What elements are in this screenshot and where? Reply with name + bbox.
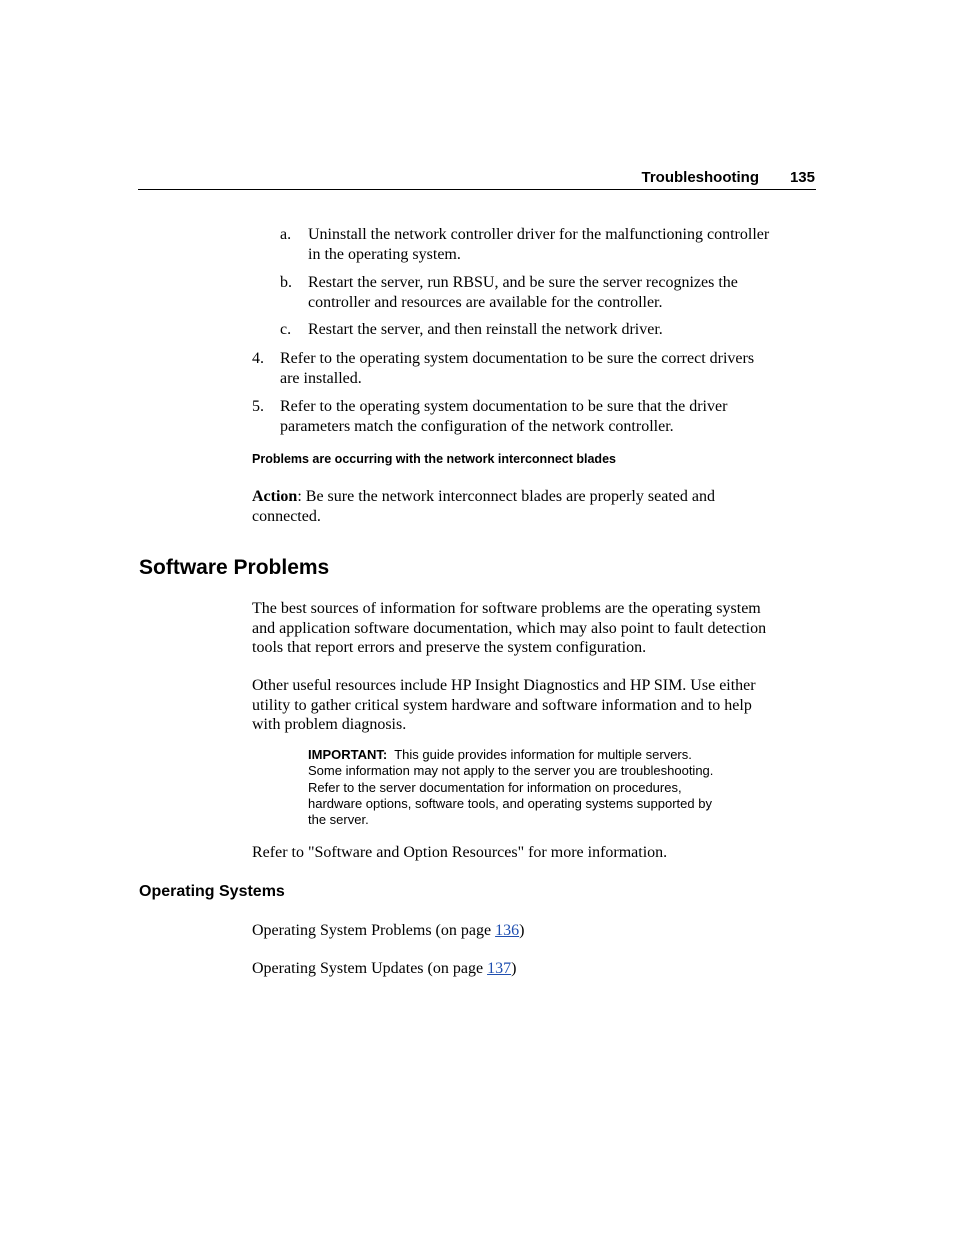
refer-paragraph: Refer to "Software and Option Resources" for more information.	[252, 844, 668, 861]
step-line: Refer to the operating system documentation to be sure the correct drivers	[280, 350, 755, 367]
paragraph-sources	[252, 599, 812, 658]
page-link-136[interactable]: 136	[495, 922, 520, 939]
header-section-name: Troubleshooting	[641, 169, 759, 186]
important-note	[308, 747, 768, 828]
substep-marker: a.	[280, 226, 292, 243]
page-header	[138, 168, 816, 190]
paragraph-resources	[252, 676, 812, 735]
step-4	[252, 349, 822, 389]
substep-line: controller and resources are available for the controller.	[308, 293, 663, 311]
paragraph-line: with problem diagnosis.	[252, 716, 407, 733]
link-os-problems	[252, 921, 812, 941]
important-text: This guide provides information for multiple servers.	[387, 747, 692, 762]
link-suffix: )	[519, 922, 525, 939]
substep-a	[280, 225, 820, 265]
link-prefix: Operating System Updates (on page	[252, 960, 488, 977]
paragraph-line: The best sources of information for software problems are the operating system	[252, 600, 761, 617]
substep-marker: b.	[280, 274, 292, 291]
substep-c	[280, 320, 820, 340]
important-line: Some information may not apply to the server you are troubleshooting.	[308, 763, 714, 779]
substep-line: in the operating system.	[308, 245, 461, 263]
section-title: Software Problems	[139, 556, 330, 579]
paragraph-line: tools that report errors and preserve the system configuration.	[252, 639, 647, 656]
important-label: IMPORTANT:	[308, 747, 388, 762]
action-text-line2: connected.	[252, 507, 321, 525]
step-line: parameters match the configuration of the network controller.	[280, 417, 674, 435]
step-marker: 4.	[252, 350, 264, 367]
link-prefix: Operating System Problems (on page	[252, 922, 496, 939]
step-marker: 5.	[252, 398, 264, 415]
substep-line: Uninstall the network controller driver for the malfunctioning controller	[308, 226, 770, 243]
important-line: the server.	[308, 812, 369, 828]
step-line: are installed.	[280, 369, 362, 387]
paragraph-line: utility to gather critical system hardware and software information and to help	[252, 696, 752, 714]
action-paragraph	[252, 487, 812, 526]
subsection-title: Operating Systems	[139, 883, 285, 900]
header-page-number: 135	[789, 169, 815, 186]
important-line: hardware options, software tools, and operating systems supported by	[308, 795, 712, 811]
important-line: Refer to the server documentation for information on procedures,	[308, 779, 682, 795]
problem-heading: Problems are occurring with the network interconnect blades	[252, 452, 616, 466]
step-line: Refer to the operating system documentation to be sure that the driver	[280, 398, 728, 415]
step-5	[252, 397, 822, 437]
page-link-137[interactable]: 137	[487, 960, 512, 977]
substep-line: Restart the server, and then reinstall the network driver.	[308, 321, 663, 338]
action-text: : Be sure the network interconnect blades are properly seated and	[297, 488, 715, 505]
substep-line: Restart the server, run RBSU, and be sure the server recognizes the	[308, 274, 738, 291]
action-label: Action	[252, 488, 298, 505]
link-suffix: )	[511, 960, 517, 977]
substep-b	[280, 273, 820, 313]
paragraph-line: Other useful resources include HP Insight Diagnostics and HP SIM. Use either	[252, 677, 756, 694]
substep-marker: c.	[280, 321, 292, 338]
link-os-updates	[252, 959, 812, 979]
paragraph-line: and application software documentation, which may also point to fault detection	[252, 619, 767, 637]
